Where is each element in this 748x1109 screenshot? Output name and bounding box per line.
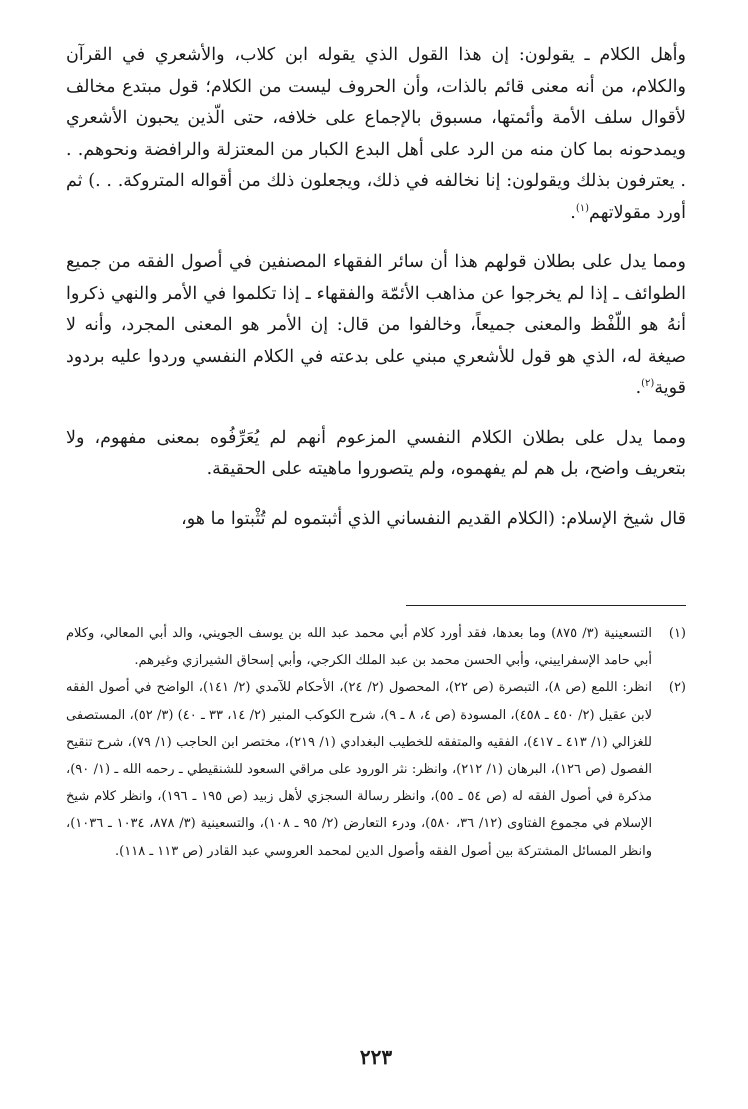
paragraph-3-text: ومما يدل على بطلان الكلام النفسي المزعوم أنهم لم يُعَرِّفُوه بمعنى مفهوم، ولا بتعريف واضح، بل هم لم يفهموه، ولم يتصوروا ماهيته على الحقيقة. <box>66 427 686 479</box>
paragraph-1-text: وأهل الكلام ـ يقولون: إن هذا القول الذي يقوله ابن كلاب، والأشعري في القرآن والكلام، من أنه معنى قائم بالذات، وأن الحروف ليست من الكلام؛ قول مبتدع مخالف لأقوال سلف الأمة وأئمتها، مسبوق بالإجماع على خلافه، حتى الّذين يحبون الأشعري ويمدحونه بما كان منه من الرد على أهل البدع الكبار من المعتزلة والرافضة ونحوهم. . . يعترفون بذلك ويقولون: إنا نخالفه في ذلك، ويجعلون ذلك من أقواله المتروكة. . .) ثم أورد مقولاتهم <box>66 45 686 223</box>
footnote-ref-1: (١) <box>575 202 590 214</box>
footnote-2 <box>66 674 686 864</box>
footnote-1-text: التسعينية (٣/ ٨٧٥) وما بعدها، فقد أورد كلام أبي محمد عبد الله بن يوسف الجويني، والد أبي المعالي، وكلام أبي حامد الإسفراييني، وأبي الحسن محمد بن عبد الملك الكرجي، وأبي إسحاق الشيرازي وغيرهم. <box>66 626 652 669</box>
footnote-1 <box>66 620 686 674</box>
footnote-2-number: (٢) <box>668 680 686 696</box>
footnote-2-text: انظر: اللمع (ص ٨)، التبصرة (ص ٢٢)، المحصول (٢/ ٢٤)، الأحكام للآمدي (٢/ ١٤١)، الواضح في أصول الفقه لابن عقيل (٢/ ٤٥٠ ـ ٤٥٨)، المسودة (ص ٤، ٨ ـ ٩)، شرح الكوكب المنير (٢/ ١٤، ٣٣ ـ ٤٠) (٣/ ٥٢)، المستصفى للغزالي (١/ ٤١٣ ـ ٤١٧)، الفقيه والمتفقه للخطيب البغدادي (١/ ٢١٩)، مختصر ابن الحاجب (١/ ٧٩)، شرح تنقيح الفصول (ص ١٢٦)، البرهان (١/ ٢١٢)، وانظر: نثر الورود على مراقي السعود للشنقيطي ـ رحمه الله ـ (١/ ٩٠)، مذكرة في أصول الفقه له (ص ٥٤ ـ ٥٥)، وانظر رسالة السجزي لأهل زبيد (ص ١٩٥ ـ ١٩٦)، وانظر كلام شيخ الإسلام في مجموع الفتاوى (١٢/ ٣٦، ٥٨٠)، ودرء التعارض (٢/ ٩٥ ـ ١٠٨)، والتسعينية (٣/ ٨٧٨، ١٠٣٤ ـ ١٠٣٦)، وانظر المسائل المشتركة بين أصول الفقه وأصول الدين لمحمد العروسي عبد القادر (ص ١١٣ ـ ١١٨). <box>66 680 653 859</box>
paragraph-2 <box>66 247 686 405</box>
main-text <box>66 40 686 535</box>
paragraph-4 <box>66 504 686 536</box>
footnote-separator <box>406 605 686 606</box>
paragraph-1 <box>66 40 686 229</box>
paragraph-2-text: ومما يدل على بطلان قولهم هذا أن سائر الفقهاء المصنفين في أصول الفقه من جميع الطوائف ـ إذا لم يخرجوا عن مذاهب الأئمّة والفقهاء ـ إذا تكلموا في الأمر والنهي ذكروا أنهُ هو اللّفْظ والمعنى جميعاً، وخالفوا من قال: إن الأمر هو المعنى المجرد، وأنه لا صيغة له، الذي هو قول للأشعري مبني على بدعته في الكلام النفسي وردوا عليه بردود قوية <box>66 252 686 398</box>
footnote-ref-2: (٢) <box>641 378 655 390</box>
footnote-1-number: (١) <box>668 626 686 641</box>
paragraph-1-tail: . <box>570 202 576 223</box>
paragraph-4-text: قال شيخ الإسلام: (الكلام القديم النفساني الذي أثبتموه لم تُثْبتوا ما هو، <box>181 508 686 529</box>
paragraph-3 <box>66 423 686 486</box>
page-number: ٢٢٣ <box>359 1045 393 1069</box>
paragraph-2-tail: . <box>635 378 642 398</box>
book-page <box>66 40 686 1090</box>
footnotes <box>66 620 686 865</box>
